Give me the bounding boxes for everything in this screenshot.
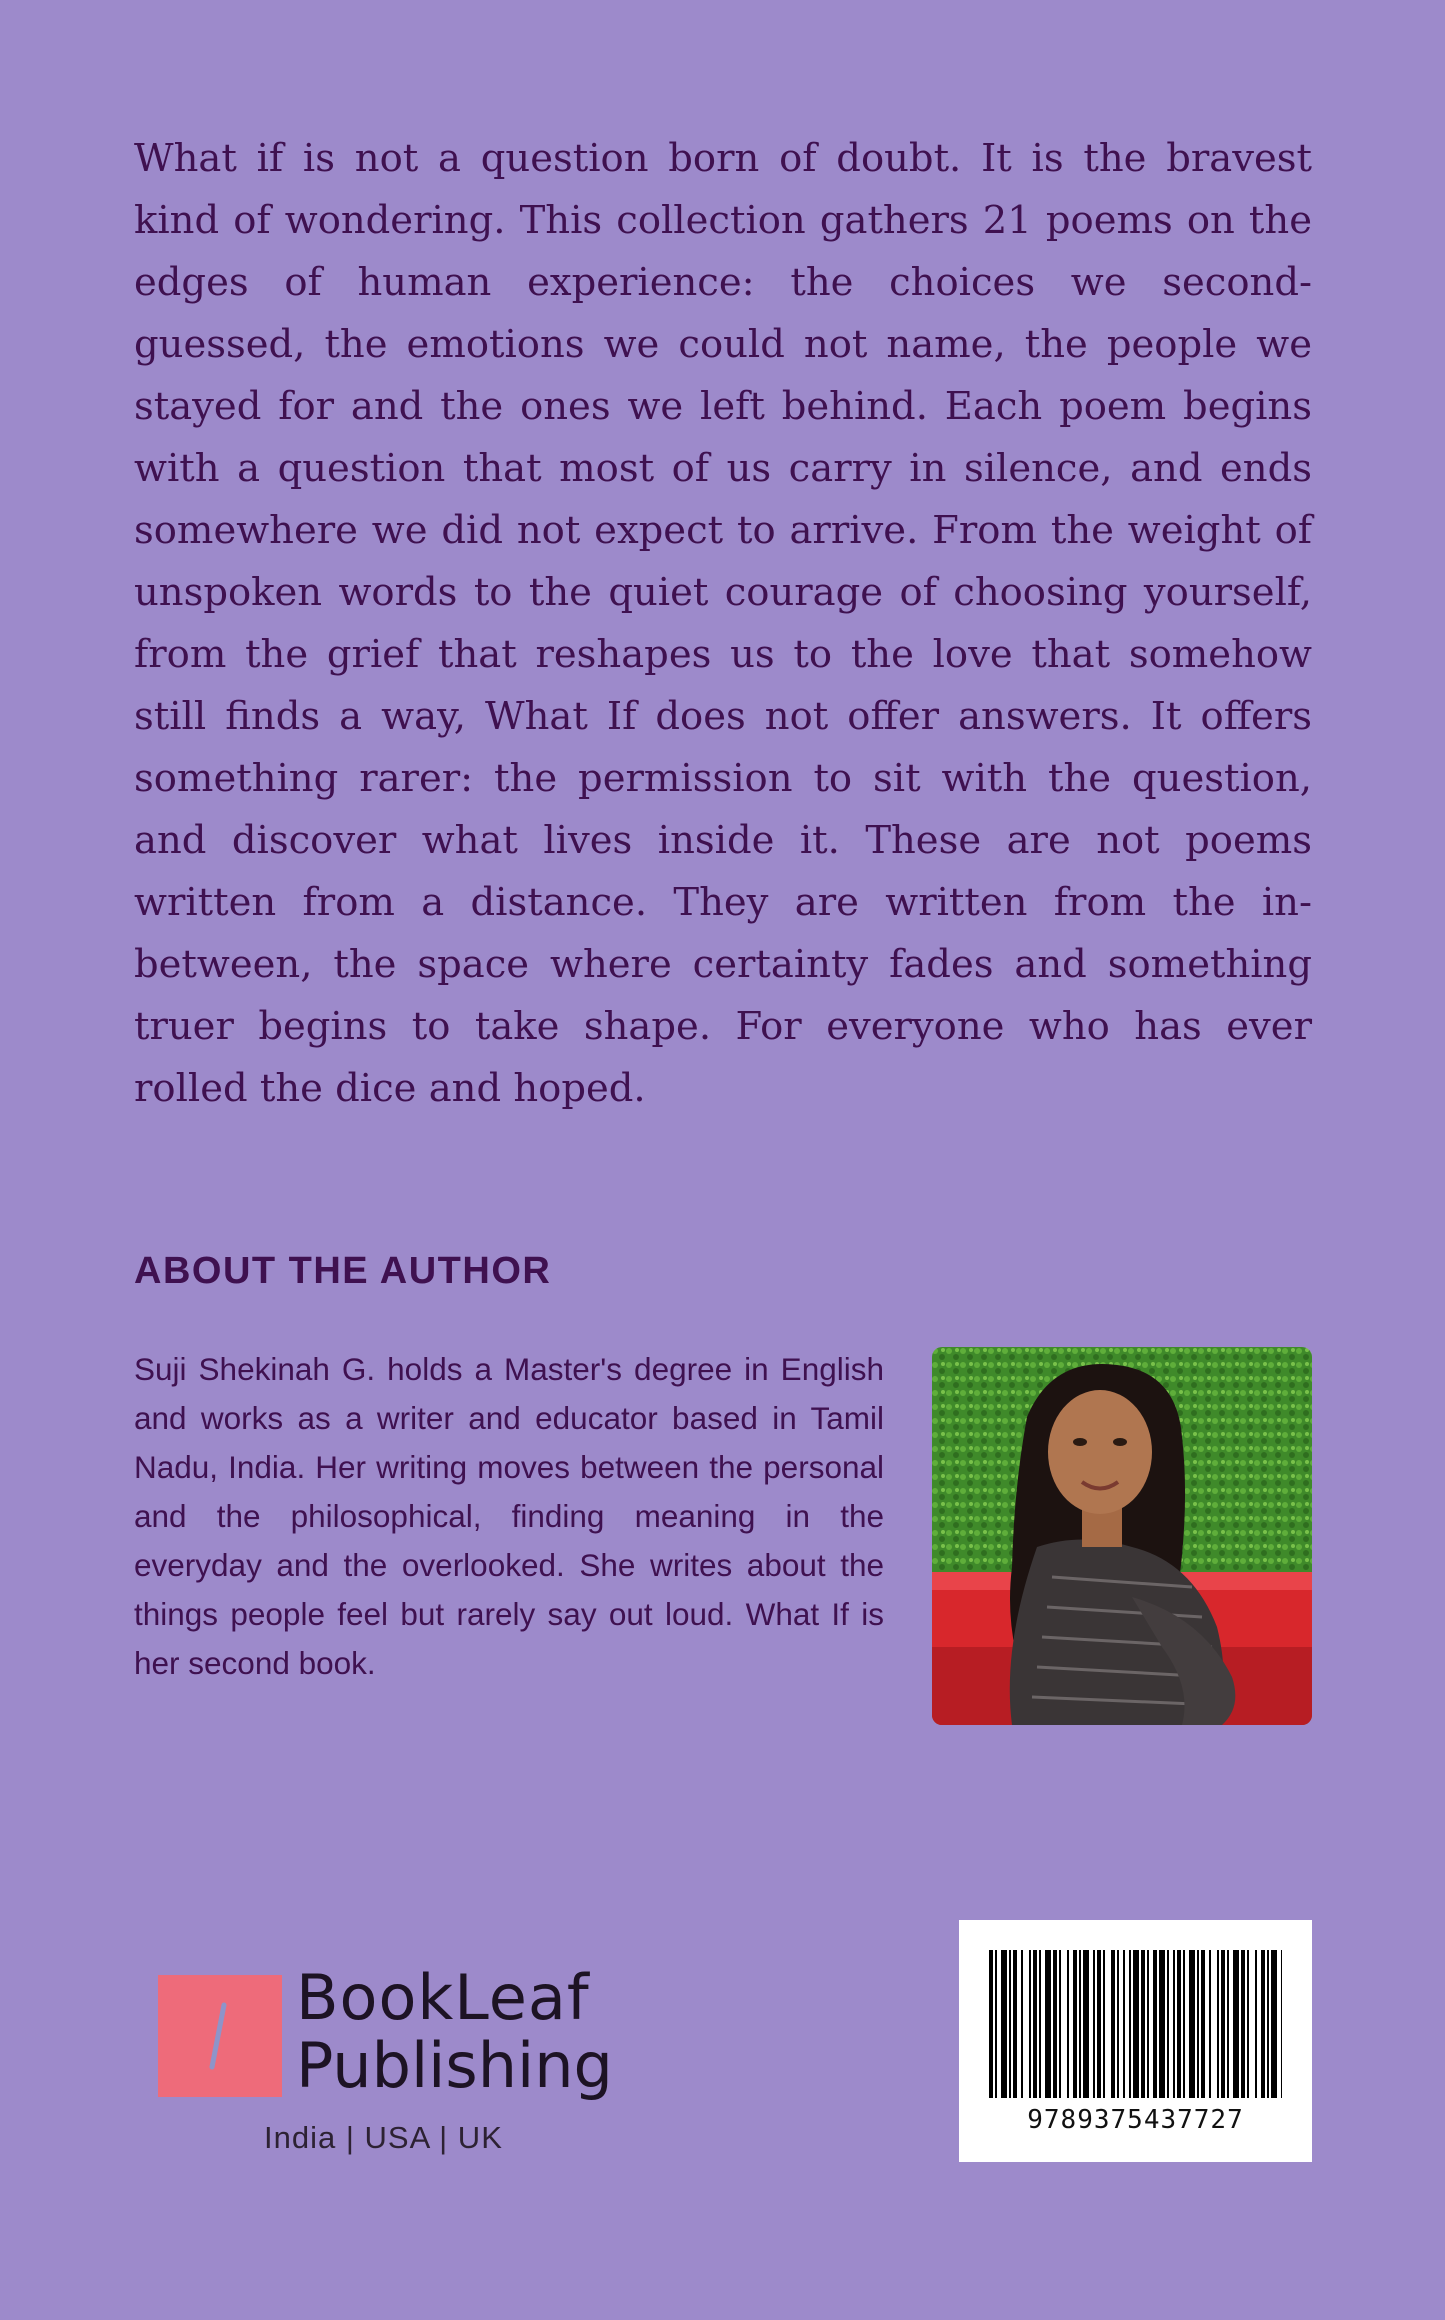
barcode-bar	[1033, 1950, 1037, 2098]
publisher-logo-text	[296, 1961, 613, 2102]
barcode-bar	[1267, 1950, 1269, 2098]
publisher-logo-mark	[158, 1975, 282, 2097]
barcode-bar	[1093, 1950, 1095, 2098]
barcode-bar	[1147, 1950, 1149, 2098]
barcode-bar	[1013, 1950, 1017, 2098]
barcode-bar	[1177, 1950, 1181, 2098]
barcode-bar	[1183, 1950, 1185, 2098]
barcode-bar	[1233, 1950, 1239, 2098]
barcode-bar	[1001, 1950, 1007, 2098]
about-author-heading: ABOUT THE AUTHOR	[134, 1250, 552, 1292]
isbn-number: 9789375437727	[1027, 2105, 1244, 2135]
publisher-name-line1: BookLeaf	[296, 1961, 590, 2034]
barcode-bar	[1209, 1950, 1211, 2098]
barcode-bar	[1153, 1950, 1157, 2098]
barcode-bar	[1167, 1950, 1169, 2098]
publisher-regions: India | USA | UK	[264, 2120, 503, 2155]
barcode-bar	[1159, 1950, 1165, 2098]
barcode-bar	[1281, 1950, 1282, 2098]
barcode-bar	[1079, 1950, 1081, 2098]
barcode-bar	[1117, 1950, 1119, 2098]
barcode-bar	[1241, 1950, 1245, 2098]
barcode-bar	[1201, 1950, 1205, 2098]
barcode-bar	[1103, 1950, 1105, 2098]
barcode-bar	[1045, 1950, 1051, 2098]
barcode-bar	[1123, 1950, 1125, 2098]
back-cover-blurb: What if is not a question born of doubt. It is the bravest kind of wondering. This collection gathers 21 poems on the edges of human experience: the choices we second-guessed, the emotions we could not name, the people we stayed for and the ones we left behind. Each poem begins with a question that most of us carry in silence, and ends somewhere we did not expect to arrive. From the weight of unspoken words to the quiet courage of choosing yourself, from the grief that reshapes us to the love that somehow still finds a way, What If does not offer answers. It offers something rarer: the permission to sit with the question, and discover what lives inside it. These are not poems written from a distance. They are written from the in-between, the space where certainty fades and something truer begins to take shape. For everyone who has ever rolled the dice and hoped.	[134, 136, 1312, 1111]
barcode-bar	[1217, 1950, 1219, 2098]
isbn-barcode	[959, 1920, 1312, 2162]
barcode-bar	[995, 1950, 997, 2098]
barcode-bar	[1255, 1950, 1257, 2098]
barcode-bar	[1053, 1950, 1057, 2098]
barcode-bar	[1247, 1950, 1249, 2098]
barcode-bar	[1021, 1950, 1023, 2098]
author-bio: Suji Shekinah G. holds a Master's degree in English and works as a writer and educator based in Tamil Nadu, India. Her writing moves between the personal and the philosophical, finding meaning in the everyday and the overlooked. She writes about the things people feel but rarely say out loud. What If is her second book.	[134, 1351, 884, 1681]
barcode-bar	[1039, 1950, 1041, 2098]
barcode-bar	[1111, 1950, 1115, 2098]
barcode-bar	[1097, 1950, 1101, 2098]
barcode-bar	[1133, 1950, 1139, 2098]
author-photo	[932, 1347, 1312, 1725]
barcode-bar	[1173, 1950, 1175, 2098]
barcode-bar	[1067, 1950, 1069, 2098]
barcode-bar	[1261, 1950, 1265, 2098]
barcode-bar	[1197, 1950, 1199, 2098]
barcode-bar	[1083, 1950, 1089, 2098]
barcode-bar	[1271, 1950, 1277, 2098]
barcode-bars	[989, 1950, 1282, 2098]
barcode-bar	[1129, 1950, 1131, 2098]
publisher-name-line2: Publishing	[296, 2029, 613, 2102]
barcode-bar	[1221, 1950, 1225, 2098]
barcode-bar	[1059, 1950, 1061, 2098]
barcode-bar	[1029, 1950, 1031, 2098]
barcode-bar	[1073, 1950, 1077, 2098]
barcode-bar	[1189, 1950, 1195, 2098]
barcode-bar	[1141, 1950, 1145, 2098]
barcode-bar	[1227, 1950, 1229, 2098]
barcode-bar	[1009, 1950, 1011, 2098]
barcode-bar	[989, 1950, 993, 2098]
